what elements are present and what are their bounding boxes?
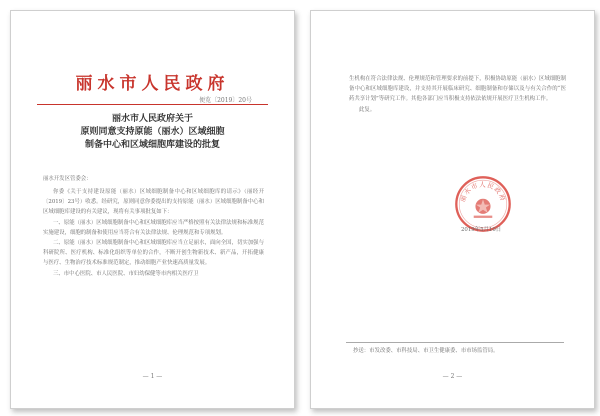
title-line: 丽水市人民政府关于 (111, 114, 193, 124)
document-body (349, 74, 566, 115)
document-page-1 (10, 10, 295, 409)
red-divider-line (37, 104, 268, 105)
title-line: 制备中心和区域细胞库建设的批复 (84, 140, 220, 150)
page-number: — 2 — (442, 373, 463, 380)
body-paragraph: 你委《关于支持建设原能（丽水）区域细胞制备中心和区域细胞库的请示》（丽经开〔2019〕23号）收悉。经研究，原则同意你委提出的支持原能（丽水）区域细胞制备中心和区域细胞库建设的有关建议，现将有关事项批复如下： (43, 189, 264, 216)
page-number: — 1 — (142, 373, 163, 380)
closing-phrase: 此复。 (359, 106, 376, 113)
body-paragraph: 一、原能（丽水）区域细胞制备中心和区域细胞库应当严格按照有关法律法规和标准规范实施建设，细胞的制备和使用应当符合有关法律法规、伦理规范和专项规划。 (43, 219, 264, 236)
body-paragraph: 生机构在符合法律法规、伦理规范和管理要求的前提下，积极协助原能（丽水）区域细胞制备中心和区域细胞库建设，并支持其开展临床研究、细胞制备和存储以及与有关合作的“医药共享计划”等研究工作。其他各部门应当积极支持依法依规开展医疗卫生机构工作。 (349, 76, 566, 103)
issuer-header: 丽水市人民政府 (75, 74, 230, 94)
cc-divider-line (346, 342, 564, 343)
title-line: 原则同意支持原能（丽水）区域细胞 (80, 127, 225, 137)
body-paragraph: 三、市中心医院、市人民医院、市妇幼保健等市内相关医疗卫 (53, 270, 199, 277)
seal-text: 丽水市人民政府 (458, 180, 508, 204)
document-page-2 (310, 10, 595, 409)
issue-date: 2019年5月10日 (461, 227, 502, 233)
cc-list: 抄送：市发改委、市科技局、市卫生健康委、市市场监管局。 (353, 348, 499, 354)
body-paragraph: 二、原能（丽水）区域细胞制备中心和区域细胞库应当立足丽水，面向全国，切实加强与科研院所、医疗机构、标准化组织等单位的合作，不断开创生物新技术、新产品，开拓健康与医疗、生物治疗技术标准规范制定，推动细胞产业快速高质量发展。 (43, 240, 264, 267)
document-body (43, 187, 264, 279)
document-number: 便览〔2019〕20号 (199, 97, 252, 104)
addressee: 丽水开发区管委会： (43, 176, 92, 182)
document-title (37, 113, 268, 152)
